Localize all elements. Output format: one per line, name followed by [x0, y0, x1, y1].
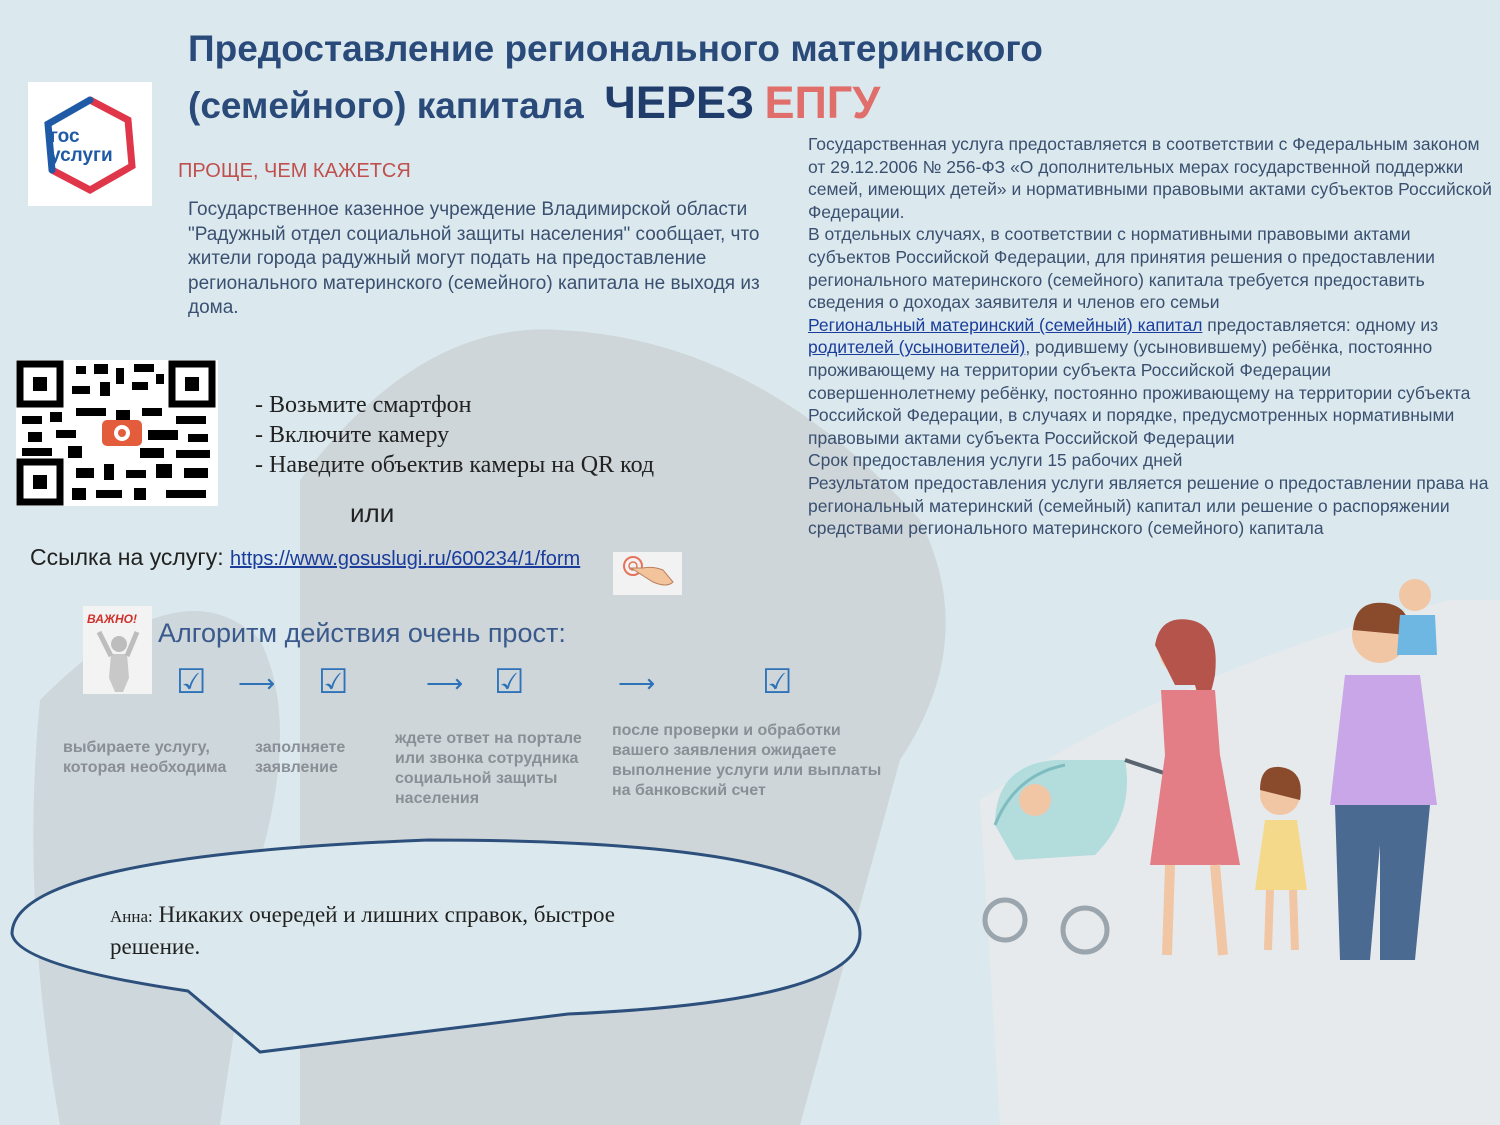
legal-paragraph: В отдельных случаях, в соответствии с нормативными правовыми актами субъектов Российской Федерации, для принятия решения о предоставлении регионального материнского (семейного) капитала требуется предоставить сведения о доходах заявителя и членов его семьи — [808, 224, 1435, 313]
qr-code[interactable] — [16, 360, 218, 506]
title-line2: (семейного) капитала — [188, 85, 584, 126]
important-sign-image — [83, 606, 152, 694]
parents-link[interactable]: родителей (усыновителей) — [808, 337, 1026, 358]
qr-step: - Наведите объектив камеры на QR код — [255, 452, 655, 478]
step2-check-icon: ☑ — [318, 663, 349, 701]
legal-info-column — [808, 133, 1493, 540]
step4-caption: после проверки и обработки вашего заявления ожидаете выполнение услуги или выплаты на банковский счет — [612, 722, 882, 799]
arrow-icon: ⟶ — [618, 668, 656, 698]
step1-check-icon: ☑ — [176, 663, 207, 701]
step4-check-icon: ☑ — [762, 663, 793, 701]
service-link[interactable]: https://www.gosuslugi.ru/600234/1/form — [230, 548, 581, 570]
person-holding-sign-icon — [83, 606, 152, 694]
capital-link[interactable]: Региональный материнский (семейный) капитал — [808, 314, 1203, 335]
arrow-icon: ⟶ — [426, 668, 464, 698]
service-link-row — [30, 544, 580, 571]
qr-step: - Возьмите смартфон — [255, 392, 472, 418]
qr-instructions — [255, 390, 654, 480]
service-link-label: Ссылка на услугу: — [30, 544, 224, 570]
title-through: ЧЕРЕЗ — [604, 77, 755, 128]
page-title — [188, 22, 1088, 133]
arrow-icon: ⟶ — [238, 668, 276, 698]
logo-text-line2: услуги — [50, 145, 113, 166]
quote-author: Анна: — [110, 907, 153, 926]
important-label: ВАЖНО! — [87, 612, 137, 626]
logo-hexagon-icon — [28, 82, 152, 206]
qr-code-pattern-icon — [16, 360, 218, 506]
logo-text-line1: гос — [50, 126, 80, 147]
quote-text — [110, 900, 710, 962]
quote-body: Никаких очередей и лишних справок, быстрое решение. — [110, 902, 615, 959]
step3-caption: ждете ответ на портале или звонка сотрудника социальной защиты населения — [395, 730, 582, 807]
or-separator: или — [350, 498, 395, 528]
legal-paragraph: Государственная услуга предоставляется в соответствии с Федеральным законом от 29.12.2006 № 256-ФЗ «О дополнительных мерах государственной поддержки семей, имеющих детей» и нормативными правовыми актами субъектов Российской Федерации. — [808, 134, 1492, 222]
title-epgu: ЕПГУ — [764, 77, 881, 128]
step1-caption: выбираете услугу, которая необходима — [63, 739, 227, 776]
step2-caption: заполняете заявление — [255, 739, 346, 776]
pointing-hand-icon — [613, 552, 682, 595]
family-illustration — [975, 575, 1490, 970]
legal-paragraph: Результатом предоставления услуги является решение о предоставлении права на региональный материнский (семейный) капитал или решение о распоряжении средствами регионального материнского (семейного) капитала — [808, 472, 1489, 539]
title-line1: Предоставление регионального материнского — [188, 28, 1043, 69]
legal-paragraph: Срок предоставления услуги 15 рабочих дней — [808, 450, 1183, 471]
slogan: ПРОЩЕ, ЧЕМ КАЖЕТСЯ — [178, 160, 411, 182]
legal-paragraph: Региональный материнский (семейный) капитал предоставляется: одному из родителей (усыновителей), родившему (усыновившему) ребёнка, постоянно проживающему на территории субъекта Российской Федерации совершеннолетнему ребёнку, постоянно проживающему на территории субъекта Российской Федерации, в случаях и порядке, предусмотренных нормативными правовыми актами субъекта Российской Федерации — [808, 314, 1471, 448]
gosuslugi-logo — [28, 82, 152, 206]
intro-text: Государственное казенное учреждение Владимирской области "Радужный отдел социальной защиты населения" сообщает, что жители города радужный могут подать на предоставление регионального материнского (семейного) капитала не выходя из дома. — [188, 199, 760, 318]
qr-step: - Включите камеру — [255, 422, 450, 448]
step3-check-icon: ☑ — [494, 663, 525, 701]
algorithm-title: Алгоритм действия очень прост: — [158, 618, 566, 648]
